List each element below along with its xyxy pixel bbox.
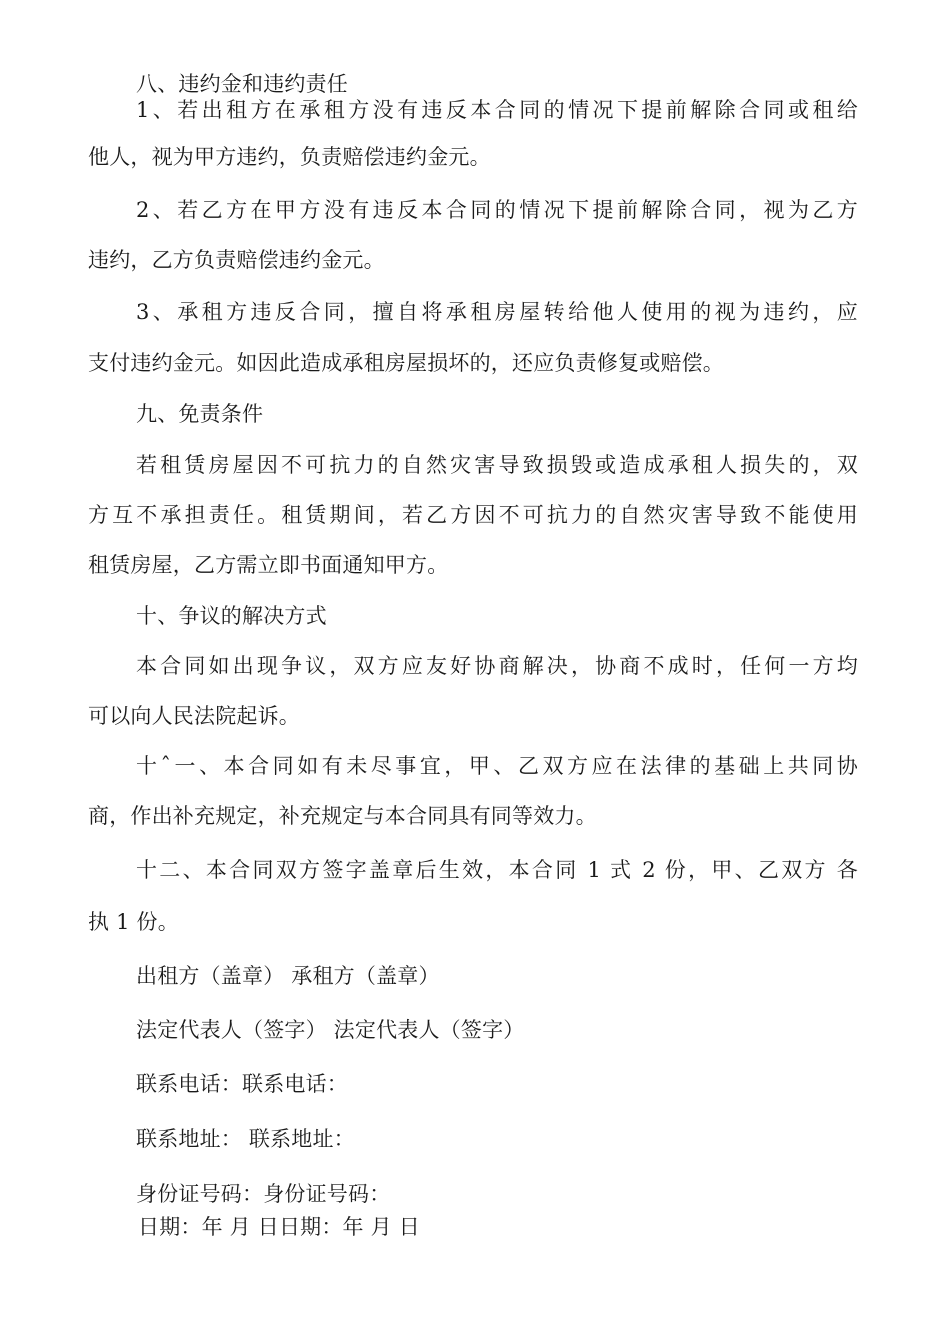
clause-8-3-line-1: 3、承租方违反合同，擅自将承租房屋转给他人使用的视为违约，应 [136, 300, 858, 324]
signature-date-line: 日期：年 月 日日期：年 月 日 [138, 1215, 420, 1239]
section-heading-8: 八、违约金和违约责任 [136, 72, 348, 96]
section-heading-9: 九、免责条件 [136, 402, 264, 426]
clause-11-line-2: 商，作出补充规定，补充规定与本合同具有同等效力。 [88, 804, 597, 828]
section-heading-10: 十、争议的解决方式 [136, 604, 327, 628]
signature-address-line: 联系地址： 联系地址： [136, 1127, 355, 1151]
signature-seal-line: 出租方（盖章） 承租方（盖章） [136, 964, 440, 988]
signature-id-line: 身份证号码：身份证号码： [136, 1182, 391, 1206]
clause-9-line-1: 若租赁房屋因不可抗力的自然灾害导致损毁或造成承租人损失的，双 [136, 453, 858, 477]
clause-10-line-2: 可以向人民法院起诉。 [88, 704, 300, 728]
clause-8-1-line-1: 1、若出租方在承租方没有违反本合同的情况下提前解除合同或租给 [136, 98, 858, 122]
clause-10-line-1: 本合同如出现争议，双方应友好协商解决，协商不成时，任何一方均 [136, 654, 858, 678]
signature-phone-line: 联系电话：联系电话： [136, 1072, 348, 1096]
clause-8-2-line-1: 2、若乙方在甲方没有违反本合同的情况下提前解除合同，视为乙方 [136, 198, 858, 222]
clause-12-line-2: 执 1 份。 [88, 910, 179, 934]
clause-9-line-2: 方互不承担责任。租赁期间，若乙方因不可抗力的自然灾害导致不能使用 [88, 503, 858, 527]
signature-representative-line: 法定代表人（签字） 法定代表人（签字） [136, 1018, 525, 1042]
clause-8-2-line-2: 违约，乙方负责赔偿违约金元。 [88, 248, 385, 272]
clause-8-3-line-2: 支付违约金元。如因此造成承租房屋损坏的，还应负责修复或赔偿。 [88, 351, 724, 375]
clause-12-line-1: 十二、本合同双方签字盖章后生效，本合同 1 式 2 份，甲、乙双方 各 [136, 858, 858, 882]
clause-11-line-1: 十ˆ一、本合同如有未尽事宜，甲、乙双方应在法律的基础上共同协 [136, 754, 858, 778]
clause-9-line-3: 租赁房屋，乙方需立即书面通知甲方。 [88, 553, 449, 577]
clause-8-1-line-2: 他人，视为甲方违约，负责赔偿违约金元。 [88, 145, 491, 169]
